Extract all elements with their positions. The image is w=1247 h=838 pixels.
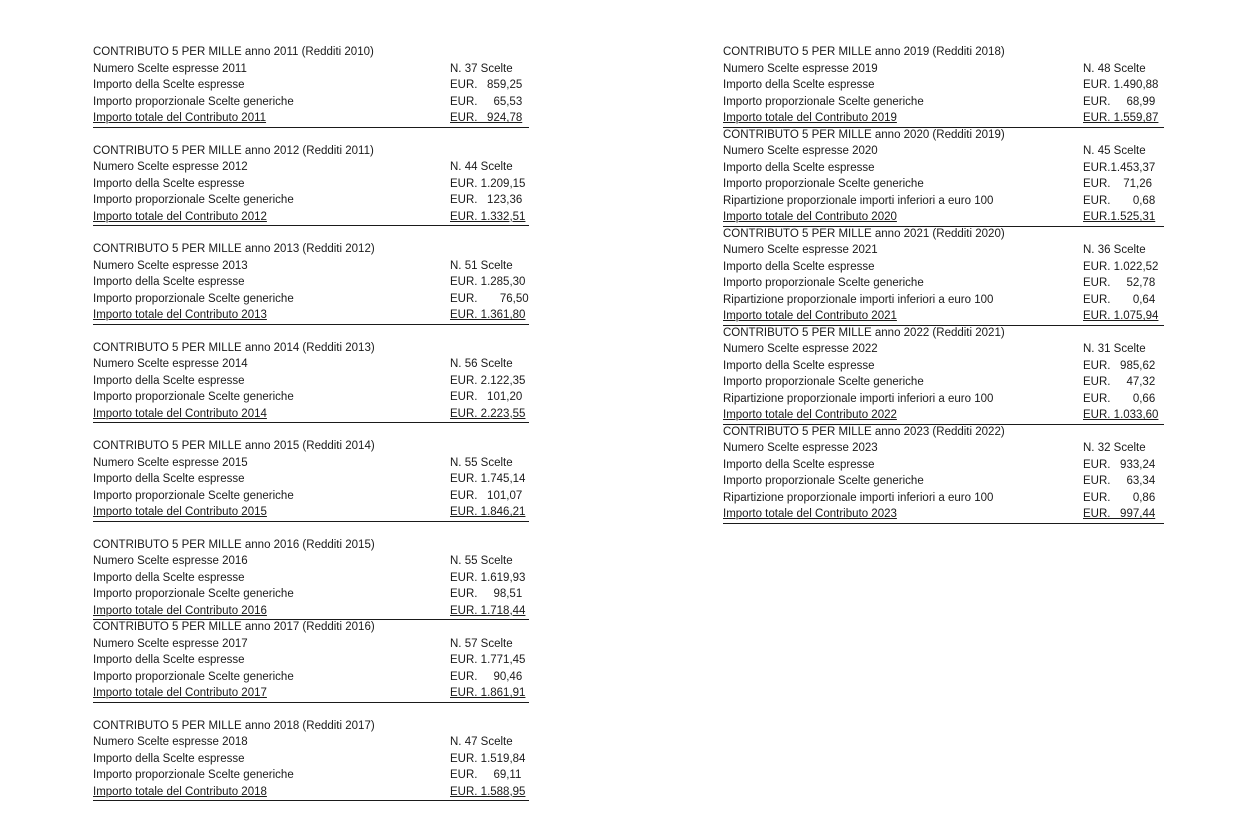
contributo-block bbox=[93, 340, 529, 423]
row-value: EUR. 1.745,14 bbox=[450, 473, 526, 485]
block-heading-text: CONTRIBUTO 5 PER MILLE anno 2021 (Redditi 2020) bbox=[723, 227, 1005, 240]
block-heading-text: CONTRIBUTO 5 PER MILLE anno 2023 (Redditi 2022) bbox=[723, 425, 1005, 438]
data-row bbox=[723, 358, 1164, 375]
block-heading bbox=[93, 718, 529, 735]
row-label: Ripartizione proporzionale importi inferiori a euro 100 bbox=[723, 392, 994, 405]
block-heading-text: CONTRIBUTO 5 PER MILLE anno 2014 (Redditi 2013) bbox=[93, 341, 375, 354]
row-value: EUR. 71,26 bbox=[1083, 178, 1153, 190]
block-heading-text: CONTRIBUTO 5 PER MILLE anno 2013 (Redditi 2012) bbox=[93, 243, 375, 255]
row-value: EUR. 1.075,94 bbox=[1083, 310, 1159, 322]
block-heading bbox=[723, 44, 1164, 61]
row-label: Importo proporzionale Scelte generiche bbox=[723, 277, 924, 289]
row-value: EUR. 1.285,30 bbox=[450, 276, 526, 288]
row-label: Numero Scelte espresse 2019 bbox=[723, 62, 878, 75]
row-label: Importo proporzionale Scelte generiche bbox=[93, 489, 294, 502]
data-row bbox=[723, 193, 1164, 210]
data-row bbox=[723, 341, 1164, 358]
row-value: EUR. 98,51 bbox=[450, 588, 523, 600]
contributo-block bbox=[93, 438, 529, 521]
data-row bbox=[723, 292, 1164, 309]
data-row bbox=[93, 586, 529, 603]
row-value: EUR. 1.846,21 bbox=[450, 506, 526, 518]
block-heading bbox=[93, 619, 529, 636]
row-value: EUR. 76,50 bbox=[450, 292, 529, 305]
left-column bbox=[93, 44, 529, 800]
row-value: EUR. 47,32 bbox=[1083, 376, 1156, 388]
row-label: Importo proporzionale Scelte generiche bbox=[723, 178, 924, 190]
total-row bbox=[93, 504, 529, 521]
row-label: Importo della Scelte espresse bbox=[723, 79, 875, 91]
row-value: N. 56 Scelte bbox=[450, 358, 513, 370]
row-label: Importo della Scelte espresse bbox=[723, 260, 875, 273]
row-label: Importo totale del Contributo 2014 bbox=[93, 407, 267, 420]
block-heading bbox=[723, 325, 1164, 342]
row-label: Numero Scelte espresse 2022 bbox=[723, 343, 878, 355]
data-row bbox=[723, 440, 1164, 457]
data-row bbox=[93, 159, 529, 176]
data-row bbox=[723, 77, 1164, 94]
row-value: EUR. 0,86 bbox=[1083, 491, 1156, 504]
data-row bbox=[723, 242, 1164, 259]
total-row bbox=[93, 307, 529, 324]
total-row bbox=[93, 685, 529, 702]
row-value: EUR. 68,99 bbox=[1083, 95, 1156, 108]
row-label: Importo totale del Contributo 2017 bbox=[93, 687, 267, 699]
data-row bbox=[93, 488, 529, 505]
row-label: Importo totale del Contributo 2019 bbox=[723, 112, 897, 124]
row-value: EUR. 101,07 bbox=[450, 489, 523, 502]
row-label: Importo proporzionale Scelte generiche bbox=[93, 588, 294, 600]
row-value: EUR. 63,34 bbox=[1083, 475, 1156, 487]
row-label: Importo totale del Contributo 2023 bbox=[723, 508, 897, 520]
row-label: Importo della Scelte espresse bbox=[93, 473, 245, 485]
row-label: Numero Scelte espresse 2020 bbox=[723, 145, 878, 157]
total-row bbox=[93, 603, 529, 620]
row-label: Importo della Scelte espresse bbox=[93, 177, 245, 190]
row-label: Importo della Scelte espresse bbox=[93, 79, 245, 91]
total-row bbox=[93, 784, 529, 801]
row-value: EUR. 1.861,91 bbox=[450, 687, 526, 699]
total-row bbox=[93, 110, 529, 127]
row-label: Importo proporzionale Scelte generiche bbox=[93, 194, 294, 206]
block-heading bbox=[723, 226, 1164, 243]
row-label: Numero Scelte espresse 2013 bbox=[93, 259, 248, 272]
contributo-block bbox=[93, 143, 529, 226]
row-value: EUR. 924,78 bbox=[450, 112, 523, 124]
data-row bbox=[93, 389, 529, 406]
block-heading-text: CONTRIBUTO 5 PER MILLE anno 2020 (Redditi 2019) bbox=[723, 128, 1005, 141]
row-value: EUR. 1.022,52 bbox=[1083, 260, 1159, 273]
row-value: EUR. 985,62 bbox=[1083, 359, 1156, 372]
row-value: EUR. 52,78 bbox=[1083, 277, 1156, 289]
data-row bbox=[723, 275, 1164, 292]
data-row bbox=[93, 176, 529, 193]
row-value: EUR. 1.361,80 bbox=[450, 309, 526, 321]
total-row bbox=[723, 506, 1164, 523]
data-row bbox=[93, 471, 529, 488]
data-row bbox=[723, 160, 1164, 177]
contributo-block bbox=[93, 619, 529, 702]
block-heading bbox=[93, 241, 529, 258]
row-value: N. 48 Scelte bbox=[1083, 62, 1146, 75]
row-value: EUR. 1.209,15 bbox=[450, 177, 526, 190]
row-value: EUR. 1.519,84 bbox=[450, 752, 526, 765]
row-value: EUR. 2.122,35 bbox=[450, 374, 526, 387]
data-row bbox=[723, 473, 1164, 490]
data-row bbox=[93, 373, 529, 390]
row-label: Numero Scelte espresse 2011 bbox=[93, 62, 247, 75]
row-label: Importo proporzionale Scelte generiche bbox=[93, 391, 294, 403]
row-label: Importo proporzionale Scelte generiche bbox=[723, 95, 924, 108]
row-label: Importo totale del Contributo 2022 bbox=[723, 409, 897, 421]
contributo-block bbox=[723, 226, 1164, 325]
row-value: EUR. 0,66 bbox=[1083, 392, 1156, 405]
row-value: EUR. 101,20 bbox=[450, 391, 523, 403]
data-row bbox=[93, 734, 529, 751]
row-label: Importo proporzionale Scelte generiche bbox=[723, 376, 924, 388]
row-label: Importo proporzionale Scelte generiche bbox=[93, 95, 294, 108]
total-row bbox=[93, 406, 529, 423]
row-value: N. 55 Scelte bbox=[450, 456, 513, 469]
data-row bbox=[93, 77, 529, 94]
row-label: Importo totale del Contributo 2011 bbox=[93, 112, 267, 124]
block-heading-text: CONTRIBUTO 5 PER MILLE anno 2022 (Redditi 2021) bbox=[723, 326, 1005, 339]
contributo-block bbox=[93, 241, 529, 324]
data-row bbox=[93, 274, 529, 291]
row-label: Numero Scelte espresse 2014 bbox=[93, 358, 248, 370]
row-value: EUR. 123,36 bbox=[450, 194, 523, 206]
data-row bbox=[723, 391, 1164, 408]
row-value: EUR.1.453,37 bbox=[1083, 161, 1156, 174]
row-value: EUR. 1.619,93 bbox=[450, 571, 526, 584]
total-row bbox=[723, 308, 1164, 325]
block-heading bbox=[93, 438, 529, 455]
row-label: Importo della Scelte espresse bbox=[93, 276, 245, 288]
data-row bbox=[723, 94, 1164, 111]
block-heading bbox=[93, 143, 529, 160]
row-label: Numero Scelte espresse 2021 bbox=[723, 244, 878, 256]
data-row bbox=[93, 192, 529, 209]
row-label: Numero Scelte espresse 2023 bbox=[723, 442, 878, 454]
block-heading-text: CONTRIBUTO 5 PER MILLE anno 2019 (Redditi 2018) bbox=[723, 46, 1005, 58]
block-heading-text: CONTRIBUTO 5 PER MILLE anno 2017 (Redditi 2016) bbox=[93, 621, 375, 633]
row-value: EUR. 1.033,60 bbox=[1083, 409, 1159, 421]
data-row bbox=[93, 751, 529, 768]
block-heading bbox=[723, 424, 1164, 441]
data-row bbox=[93, 669, 529, 686]
total-row bbox=[723, 209, 1164, 226]
data-row bbox=[93, 570, 529, 587]
row-value: EUR. 1.490,88 bbox=[1083, 79, 1159, 91]
row-value: EUR. 1.771,45 bbox=[450, 654, 526, 666]
block-heading-text: CONTRIBUTO 5 PER MILLE anno 2016 (Redditi 2015) bbox=[93, 538, 375, 551]
row-value: EUR. 1.559,87 bbox=[1083, 112, 1159, 124]
contributo-block bbox=[93, 718, 529, 801]
row-value: EUR. 1.332,51 bbox=[450, 210, 526, 223]
row-label: Importo della Scelte espresse bbox=[723, 161, 875, 174]
contributo-block bbox=[93, 44, 529, 127]
data-row bbox=[93, 636, 529, 653]
row-label: Importo totale del Contributo 2021 bbox=[723, 310, 897, 322]
row-label: Numero Scelte espresse 2012 bbox=[93, 161, 248, 173]
data-row bbox=[93, 767, 529, 784]
row-label: Importo della Scelte espresse bbox=[93, 752, 245, 765]
contributo-block bbox=[723, 424, 1164, 523]
row-value: EUR. 65,53 bbox=[450, 95, 523, 108]
data-row bbox=[93, 258, 529, 275]
data-row bbox=[93, 652, 529, 669]
row-value: N. 55 Scelte bbox=[450, 555, 513, 567]
block-heading-text: CONTRIBUTO 5 PER MILLE anno 2012 (Redditi 2011) bbox=[93, 144, 374, 157]
block-heading-text: CONTRIBUTO 5 PER MILLE anno 2015 (Redditi 2014) bbox=[93, 440, 375, 452]
row-value: EUR. 0,64 bbox=[1083, 293, 1156, 306]
row-label: Importo totale del Contributo 2018 bbox=[93, 785, 267, 798]
data-row bbox=[93, 61, 529, 78]
row-value: EUR. 997,44 bbox=[1083, 508, 1156, 520]
data-row bbox=[93, 356, 529, 373]
row-label: Importo della Scelte espresse bbox=[723, 458, 875, 471]
row-value: EUR. 859,25 bbox=[450, 79, 523, 91]
row-label: Importo totale del Contributo 2015 bbox=[93, 506, 267, 518]
data-row bbox=[723, 374, 1164, 391]
data-row bbox=[723, 259, 1164, 276]
row-label: Ripartizione proporzionale importi inferiori a euro 100 bbox=[723, 194, 994, 207]
data-row bbox=[93, 94, 529, 111]
data-row bbox=[723, 143, 1164, 160]
data-row bbox=[723, 176, 1164, 193]
row-value: EUR.1.525,31 bbox=[1083, 211, 1156, 223]
row-value: N. 31 Scelte bbox=[1083, 343, 1146, 355]
total-row bbox=[93, 209, 529, 226]
row-label: Numero Scelte espresse 2016 bbox=[93, 555, 248, 567]
row-value: EUR. 1.588,95 bbox=[450, 785, 526, 798]
row-label: Importo proporzionale Scelte generiche bbox=[93, 292, 294, 305]
data-row bbox=[93, 291, 529, 308]
row-label: Importo totale del Contributo 2020 bbox=[723, 211, 897, 223]
row-value: N. 32 Scelte bbox=[1083, 442, 1146, 454]
row-value: N. 44 Scelte bbox=[450, 161, 513, 173]
row-label: Importo della Scelte espresse bbox=[723, 359, 875, 372]
row-label: Numero Scelte espresse 2018 bbox=[93, 736, 248, 748]
block-heading-text: CONTRIBUTO 5 PER MILLE anno 2018 (Redditi 2017) bbox=[93, 719, 375, 732]
data-row bbox=[723, 61, 1164, 78]
row-value: N. 36 Scelte bbox=[1083, 244, 1146, 256]
row-label: Importo proporzionale Scelte generiche bbox=[723, 475, 924, 487]
row-label: Ripartizione proporzionale importi inferiori a euro 100 bbox=[723, 491, 994, 504]
contributo-block bbox=[723, 44, 1164, 127]
data-row bbox=[723, 490, 1164, 507]
row-value: EUR. 69,11 bbox=[450, 769, 522, 781]
row-value: EUR. 2.223,55 bbox=[450, 407, 526, 420]
row-label: Importo totale del Contributo 2013 bbox=[93, 309, 267, 321]
row-value: EUR. 90,46 bbox=[450, 670, 523, 683]
total-row bbox=[723, 407, 1164, 424]
contributo-block bbox=[93, 537, 529, 620]
row-label: Numero Scelte espresse 2017 bbox=[93, 637, 248, 650]
block-heading bbox=[93, 44, 529, 61]
contributo-block bbox=[723, 127, 1164, 226]
row-label: Importo della Scelte espresse bbox=[93, 374, 245, 387]
row-label: Importo totale del Contributo 2016 bbox=[93, 604, 267, 617]
right-column bbox=[723, 44, 1164, 523]
row-value: EUR. 0,68 bbox=[1083, 194, 1156, 207]
row-label: Importo proporzionale Scelte generiche bbox=[93, 769, 294, 781]
row-label: Importo della Scelte espresse bbox=[93, 571, 245, 584]
block-heading bbox=[93, 340, 529, 357]
row-value: N. 37 Scelte bbox=[450, 62, 513, 75]
data-row bbox=[93, 553, 529, 570]
row-value: N. 45 Scelte bbox=[1083, 145, 1146, 157]
row-value: EUR. 933,24 bbox=[1083, 458, 1156, 471]
row-label: Importo totale del Contributo 2012 bbox=[93, 210, 267, 223]
row-value: N. 47 Scelte bbox=[450, 736, 513, 748]
contributo-block bbox=[723, 325, 1164, 424]
data-row bbox=[723, 457, 1164, 474]
row-value: N. 57 Scelte bbox=[450, 637, 513, 650]
data-row bbox=[93, 455, 529, 472]
row-label: Numero Scelte espresse 2015 bbox=[93, 456, 248, 469]
row-value: EUR. 1.718,44 bbox=[450, 604, 526, 617]
row-label: Importo proporzionale Scelte generiche bbox=[93, 670, 294, 683]
block-heading bbox=[723, 127, 1164, 144]
block-heading-text: CONTRIBUTO 5 PER MILLE anno 2011 (Redditi 2010) bbox=[93, 46, 374, 58]
block-heading bbox=[93, 537, 529, 554]
total-row bbox=[723, 110, 1164, 127]
row-value: N. 51 Scelte bbox=[450, 259, 513, 272]
row-label: Importo della Scelte espresse bbox=[93, 654, 245, 666]
row-label: Ripartizione proporzionale importi inferiori a euro 100 bbox=[723, 293, 994, 306]
